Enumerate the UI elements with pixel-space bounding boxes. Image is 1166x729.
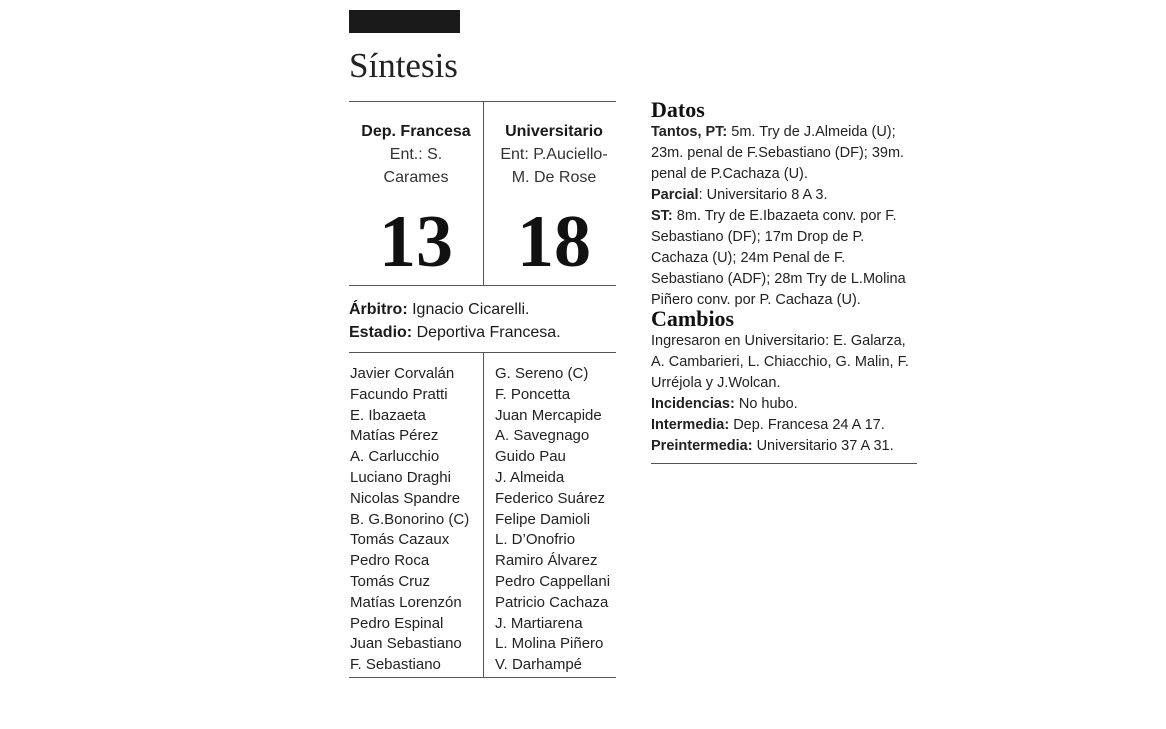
page-title: Síntesis (349, 46, 458, 85)
roster-home-player: B. G.Bonorino (C) (350, 510, 470, 528)
section-marker-bar (349, 10, 460, 33)
roster-away-player: Guido Pau (495, 448, 566, 466)
roster-home-player: Matías Lorenzón (350, 593, 462, 611)
team-home-score: 13 (379, 201, 453, 283)
roster-away-player: A. Savegnago (495, 427, 590, 445)
preintermedia-paragraph (651, 436, 921, 457)
intermedia-text: Dep. Francesa 24 A 17. (729, 417, 885, 433)
team-away-coach-line-1: Ent: P.Auciello- (500, 146, 608, 163)
roster-home-player: Luciano Draghi (350, 468, 451, 486)
roster-away-player: L. D’Onofrio (495, 531, 576, 549)
roster-away-player: Pedro Cappellani (495, 572, 611, 590)
incidencias-text: No hubo. (734, 396, 798, 412)
roster-away-player: J. Almeida (495, 468, 565, 486)
roster-home-player: Facundo Pratti (350, 385, 448, 403)
intermedia-label: Intermedia: (651, 417, 730, 433)
roster-home-player: Juan Sebastiano (350, 635, 462, 653)
cambios-paragraph: Ingresaron en Universitario: E. Galarza, A. Cambarieri, L. Chiacchio, G. Malin, F. Urréjola y J.Wolcan. (651, 333, 909, 391)
divider-right-bottom (651, 463, 917, 464)
roster-away-player: V. Darhampé (495, 656, 582, 674)
st-paragraph (651, 206, 921, 311)
stadium-name: Deportiva Francesa. (416, 324, 561, 341)
parcial-label: Parcial (651, 187, 699, 203)
preintermedia-text: Universitario 37 A 31. (752, 438, 894, 454)
parcial-text: : Universitario 8 A 3. (698, 187, 828, 203)
cambios-heading: Cambios (651, 306, 735, 331)
stadium-label: Estadio: (349, 324, 413, 341)
referee-line (349, 298, 561, 321)
divider-roster-vertical (483, 352, 484, 677)
tantos-paragraph (651, 122, 921, 185)
datos-heading: Datos (651, 97, 705, 122)
roster-away (495, 364, 610, 676)
roster-home (350, 364, 469, 676)
parcial-paragraph (651, 185, 921, 206)
roster-home-player: Nicolas Spandre (350, 489, 461, 507)
roster-home-player: Pedro Espinal (350, 614, 444, 632)
team-away (484, 120, 624, 189)
roster-away-player: L. Molina Piñero (495, 635, 604, 653)
team-home (349, 120, 483, 189)
roster-away-player: Juan Mercapide (495, 406, 602, 424)
team-away-name: Universitario (505, 123, 603, 140)
roster-away-player: F. Poncetta (495, 385, 571, 403)
referee-name: Ignacio Cicarelli. (412, 301, 530, 318)
tantos-label: Tantos, PT: (651, 124, 728, 140)
stadium-line (349, 321, 561, 344)
roster-home-player: E. Ibazaeta (350, 406, 426, 424)
roster-away-player: Ramiro Álvarez (495, 552, 598, 570)
team-home-name: Dep. Francesa (361, 123, 471, 140)
roster-home-player: Matías Pérez (350, 427, 439, 445)
team-away-coach-line-2: M. De Rose (511, 169, 597, 186)
incidencias-paragraph (651, 394, 921, 415)
divider-roster-bottom (349, 677, 616, 678)
roster-away-player: Federico Suárez (495, 489, 606, 507)
intermedia-paragraph (651, 415, 921, 436)
referee-label: Árbitro: (349, 301, 408, 318)
st-text: 8m. Try de E.Ibazaeta conv. por F. Sebastiano (DF); 17m Drop de P. Cachaza (U); 24m Penal de F. Sebastiano (ADF); 28m Try de L.Molina Piñero conv. por P. Cachaza (U). (651, 208, 906, 308)
roster-home-player: Javier Corvalán (350, 365, 455, 382)
team-away-score: 18 (517, 201, 591, 283)
incidencias-label: Incidencias: (651, 396, 735, 412)
roster-home-player: Tomás Cazaux (350, 531, 450, 549)
preintermedia-label: Preintermedia: (651, 438, 753, 454)
roster-home-player: Pedro Roca (350, 552, 430, 570)
tantos-text: 5m. Try de J.Almeida (U); 23m. penal de F.Sebastiano (DF); 39m. penal de P.Cachaza (U). (651, 124, 905, 182)
roster-away-player: J. Martiarena (495, 614, 583, 632)
roster-home-player: F. Sebastiano (350, 656, 441, 674)
team-home-coach-line-1: Ent.: S. (389, 146, 443, 163)
roster-away-player: Felipe Damioli (495, 510, 591, 528)
match-info (349, 298, 561, 344)
roster-home-player: Tomás Cruz (350, 572, 431, 590)
datos-body (651, 122, 921, 311)
st-label: ST: (651, 208, 673, 224)
roster-home-player: A. Carlucchio (350, 448, 440, 466)
roster-away-player: G. Sereno (C) (495, 365, 589, 382)
cambios-body (651, 331, 921, 457)
divider-score-bottom (349, 285, 616, 286)
roster-away-player: Patricio Cachaza (495, 593, 609, 611)
team-home-coach-line-2: Carames (383, 169, 449, 186)
